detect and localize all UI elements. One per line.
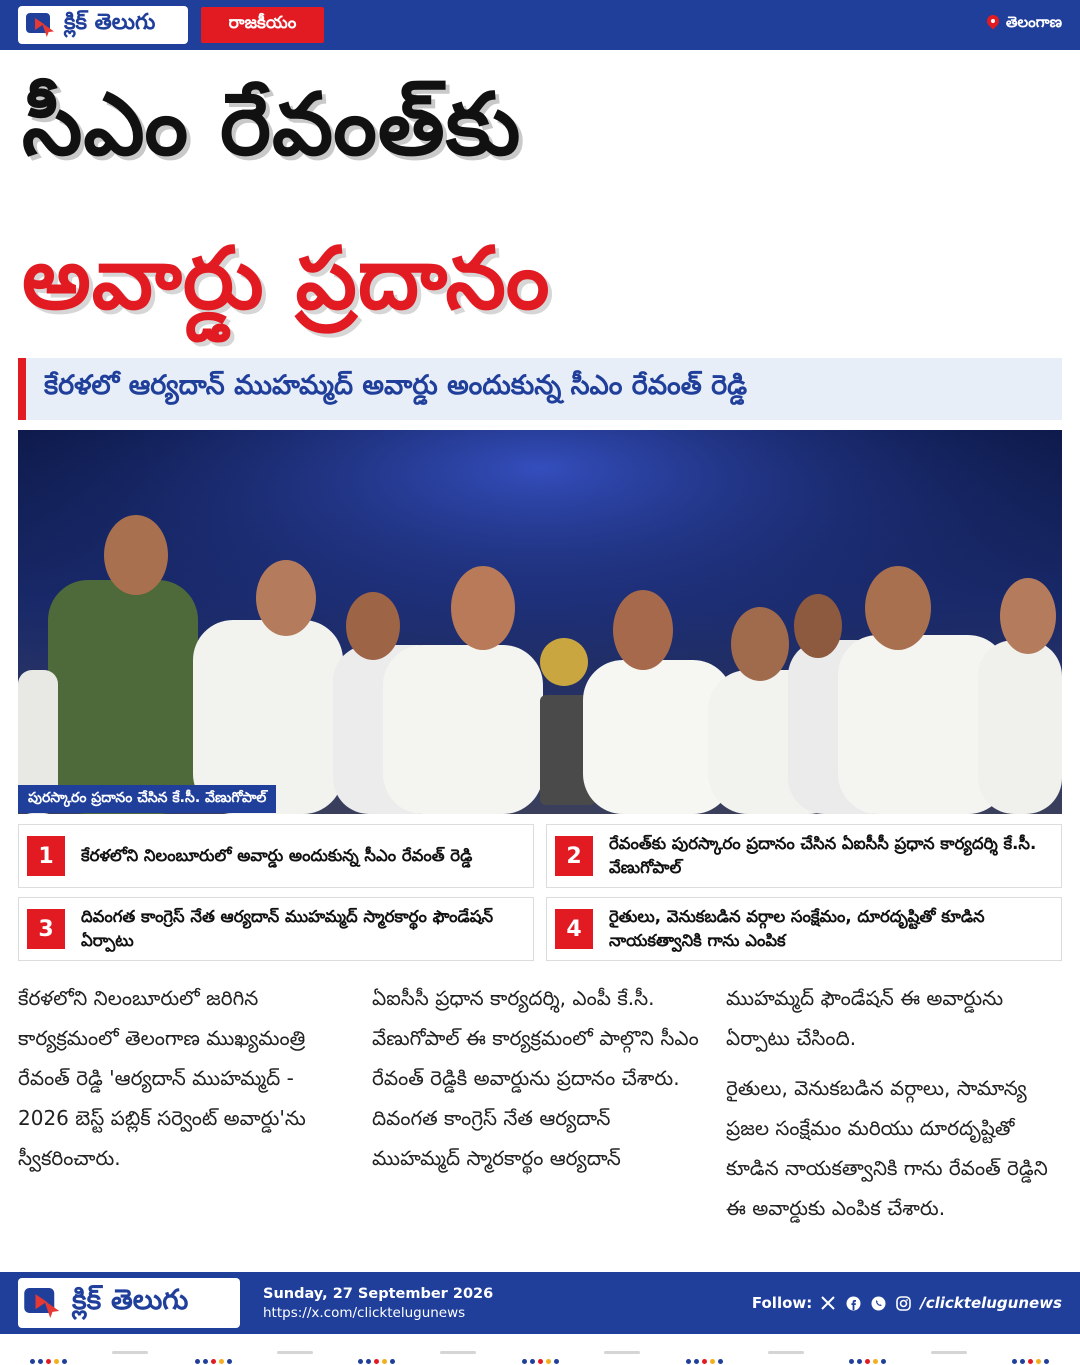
article-column-1: [18, 978, 348, 1178]
decorative-dots: [522, 1349, 562, 1365]
highlight-text: దివంగత కాంగ్రెస్ నేత ఆర్యదాన్ ముహమ్మద్ స్మారకార్థం ఫౌండేషన్ ఏర్పాటు: [81, 907, 494, 950]
decorative-dots: [849, 1349, 889, 1365]
follow-bar: [752, 1294, 1062, 1312]
social-url-link[interactable]: https://x.com/clicktelugunews: [263, 1305, 466, 1321]
decorative-dots: [30, 1349, 70, 1365]
publish-date: Sunday, 27 September 2026: [263, 1286, 494, 1302]
highlight-card: [546, 824, 1062, 888]
headline-line-1: సీఎం రేవంత్‌కు: [22, 75, 522, 175]
highlight-number: 4: [555, 909, 593, 949]
category-label: రాజకీయం: [228, 13, 297, 33]
article-paragraph: ముహమ్మద్ ఫౌండేషన్ ఈ అవార్డును ఏర్పాటు చేసింది.: [726, 986, 1004, 1050]
photo-caption-text: పురస్కారం ప్రదానం చేసిన కే.సీ. వేణుగోపాల్: [28, 789, 267, 806]
highlight-card: [546, 897, 1062, 961]
whatsapp-icon[interactable]: [869, 1294, 887, 1312]
footer-logo-text: క్లిక్ తెలుగు: [72, 1283, 189, 1316]
brand-logo-text: క్లిక్ తెలుగు: [64, 10, 156, 35]
highlight-number: 2: [555, 836, 593, 876]
highlight-text: రేవంత్‌కు పురస్కారం ప్రదానం చేసిన ఏఐసీసీ ప్రధాన కార్యదర్శి కే.సీ. వేణుగోపాల్: [609, 834, 1037, 877]
article-column-3: [726, 978, 1056, 1228]
location-pin-icon: [986, 15, 1000, 33]
article-paragraph: కేరళలోని నిలంబూరులో జరిగిన కార్యక్రమంలో తెలంగాణ ముఖ్యమంత్రి రేవంత్ రెడ్డి 'ఆర్యదాన్ ముహమ్మద్ - 2026 బెస్ట్ పబ్లిక్ సర్వెంట్ అవార్డు'ను స్వీకరించారు.: [18, 986, 306, 1170]
instagram-icon[interactable]: [894, 1294, 912, 1312]
subheadline-banner: [18, 358, 1062, 420]
x-icon[interactable]: [819, 1294, 837, 1312]
decorative-dash: [277, 1351, 313, 1354]
decorative-dots: [195, 1349, 235, 1365]
footer-brand-logo[interactable]: [18, 1278, 240, 1328]
article-column-2: [372, 978, 702, 1178]
headline-line-2: అవార్డు ప్రదానం: [22, 229, 551, 329]
play-chat-logo-icon: [24, 1286, 62, 1321]
decorative-dots: [358, 1349, 398, 1365]
highlight-card: [18, 897, 534, 961]
decorative-dots: [1012, 1349, 1052, 1365]
photo-caption: [18, 785, 276, 813]
subheadline-text: కేరళలో ఆర్యదాన్ ముహమ్మద్ అవార్డు అందుకున్న సీఎం రేవంత్ రెడ్డి: [44, 370, 748, 401]
highlight-text: రైతులు, వెనుకబడిన వర్గాల సంక్షేమం, దూరదృష్టితో కూడిన నాయకత్వానికి గాను ఎంపిక: [609, 907, 985, 950]
news-photo: [18, 430, 1062, 814]
article-paragraph: ఏఐసీసీ ప్రధాన కార్యదర్శి, ఎంపీ కే.సీ. వేణుగోపాల్ ఈ కార్యక్రమంలో పాల్గొని సీఎం రేవంత్ రెడ్డికి అవార్డును ప్రదానం చేశారు. దివంగత కాంగ్రెస్ నేత ఆర్యదాన్ ముహమ్మద్ స్మారకార్థం ఆర్యదాన్: [372, 986, 699, 1170]
decorative-dash: [768, 1351, 804, 1354]
decorative-dots-row: [0, 1344, 1080, 1358]
highlight-number: 1: [27, 836, 65, 876]
article-paragraph: రైతులు, వెనుకబడిన వర్గాలు, సామాన్య ప్రజల సంక్షేమం మరియు దూరదృష్టితో కూడిన నాయకత్వానికి గాను రేవంత్ రెడ్డిని ఈ అవార్డుకు ఎంపిక చేశారు.: [726, 1076, 1048, 1220]
decorative-dash: [440, 1351, 476, 1354]
social-handle[interactable]: /clicktelugunews: [920, 1294, 1062, 1312]
decorative-dash: [931, 1351, 967, 1354]
follow-label: Follow:: [751, 1294, 813, 1312]
location-tag: [986, 13, 1062, 35]
facebook-icon[interactable]: [844, 1294, 862, 1312]
play-chat-logo-icon: [26, 11, 56, 39]
brand-logo[interactable]: [18, 6, 188, 44]
event-photo-illustration: [18, 430, 1062, 814]
decorative-dash: [604, 1351, 640, 1354]
highlight-card: [18, 824, 534, 888]
decorative-dash: [112, 1351, 148, 1354]
location-label: తెలంగాణ: [1005, 13, 1062, 31]
highlight-text: కేరళలోని నిలంబూరులో అవార్డు అందుకున్న సీఎం రేవంత్ రెడ్డి: [81, 846, 473, 866]
category-badge[interactable]: [201, 7, 324, 43]
decorative-dots: [686, 1349, 726, 1365]
highlight-number: 3: [27, 909, 65, 949]
